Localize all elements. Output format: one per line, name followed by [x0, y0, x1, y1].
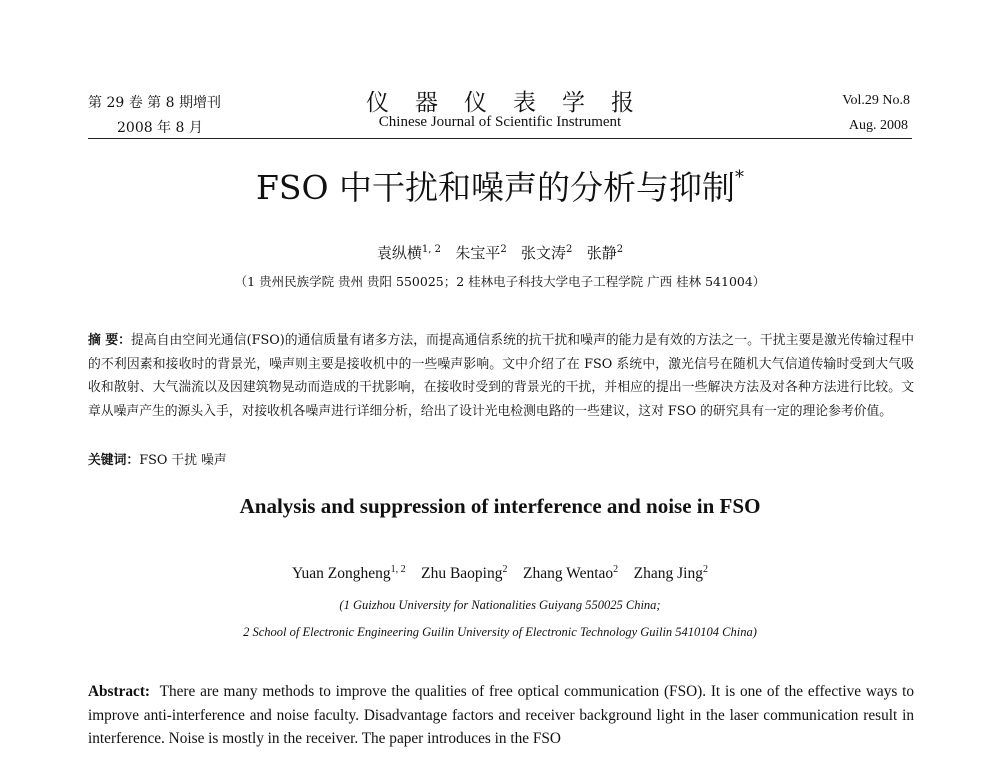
keywords-zh: [88, 449, 227, 468]
journal-name-en: Chinese Journal of Scientific Instrument: [378, 114, 622, 130]
header-rule: [88, 138, 912, 139]
author-en-sup: 2: [502, 563, 508, 575]
affiliation-en-2: 2 School of Electronic Engineering Guilin University of Electronic Technology Guilin 5410104 China): [243, 625, 757, 639]
volume-issue-en: Vol.29 No.8: [842, 93, 910, 108]
abstract-zh: [88, 329, 914, 423]
abstract-en: [88, 680, 914, 751]
journal-name-zh: 仪器仪表学报: [366, 90, 660, 116]
keywords-zh-text: FSO 干扰 噪声: [139, 453, 227, 468]
author-en: Zhang Wentao: [522, 565, 614, 582]
keywords-zh-label: 关键词：: [88, 453, 140, 468]
title-en: Analysis and suppression of interference and noise in FSO: [239, 494, 761, 518]
author-zh: 张静: [586, 244, 617, 262]
title-footnote-mark: *: [735, 167, 745, 188]
author-zh: 袁纵横: [376, 244, 422, 262]
abstract-en-label: Abstract:: [88, 683, 151, 700]
title-zh-text: FSO 中干扰和噪声的分析与抑制: [255, 168, 736, 207]
affiliation-en-1: (1 Guizhou University for Nationalities Guiyang 550025 China;: [339, 598, 661, 612]
author-en: Zhang Jing: [633, 565, 703, 582]
author-zh: 张文涛: [521, 244, 567, 262]
date-zh: 2008 年 8 月: [117, 120, 203, 136]
author-zh-sup: 1, 2: [421, 244, 441, 255]
authors-en: [0, 565, 1000, 583]
author-en-sup: 2: [702, 563, 708, 575]
affiliation-zh: （1 贵州民族学院 贵州 贵阳 550025；2 桂林电子科技大学电子工程学院 广西 桂林 541004）: [234, 274, 766, 289]
author-en-sup: 2: [613, 563, 619, 575]
author-zh-sup: 2: [566, 244, 573, 255]
author-en: Zhu Baoping: [421, 565, 503, 582]
abstract-zh-text: 提高自由空间光通信(FSO)的通信质量有诸多方法，而提高通信系统的抗干扰和噪声的能力是有效的方法之一。干扰主要是激光传输过程中的不利因素和接收时的背景光，噪声则主要是接收机中的一些噪声影响。文中介绍了在 FSO 系统中，激光信号在随机大气信道传输时受到大气吸收和散射、大气湍流以及因建筑物晃动而造成的干扰影响，在接收时受到的背景光的干扰，并相应的提出一些解决方法及对各种方法进行比较。文章从噪声产生的源头入手，对接收机各噪声进行详细分析，给出了设计光电检测电路的一些建议，这对 FSO 的研究具有一定的理论参考价值。: [88, 333, 914, 419]
date-en: Aug. 2008: [848, 118, 908, 133]
authors-zh: [0, 242, 1000, 263]
abstract-en-text: There are many methods to improve the qualities of free optical communication (FSO). It is one of the effective ways to improve anti-interference and noise faculty. Disadvantage factors and receiver background light in the laser communication result in interference. Noise is mostly in the receiver. The paper introduces in the FSO: [88, 683, 914, 747]
title-zh: [0, 162, 1000, 209]
author-en: Yuan Zongheng: [292, 565, 391, 582]
author-zh-sup: 2: [500, 244, 507, 255]
author-zh: 朱宝平: [455, 244, 501, 262]
abstract-zh-label: 摘 要：: [88, 333, 132, 348]
volume-issue-zh: 第 29 卷 第 8 期增刊: [88, 95, 221, 111]
author-zh-sup: 2: [616, 244, 624, 255]
author-en-sup: 1, 2: [390, 563, 406, 575]
